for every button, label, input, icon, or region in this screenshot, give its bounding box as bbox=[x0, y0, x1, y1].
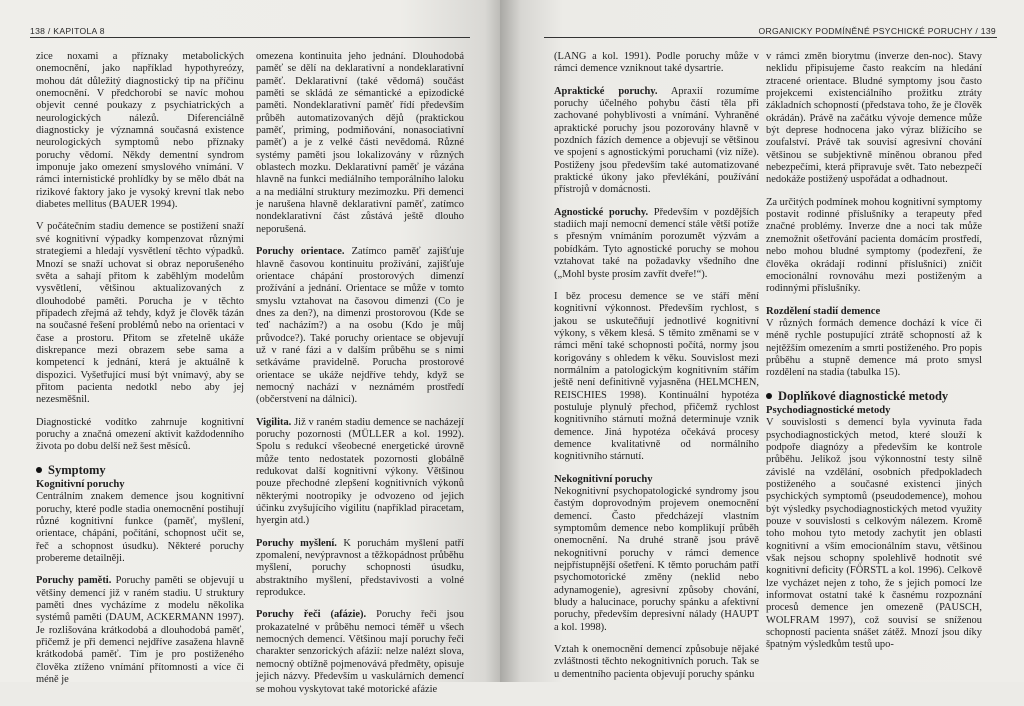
paragraph-text: Apraxií rozumíme poruchy účelného pohybu částí těla při zachované pohyblivosti a vnímání. Vyhraněné apraktické poruchy jsou pozorovány hlavně v pozdních fázích demence a objevují se většinou ve spojení s agnostickými poruchami (viz níže). Postiženy jsou především také automatizované praktické úkony jako převlékání, používání přístrojů v domácnosti. bbox=[554, 85, 759, 196]
paragraph: Vztah k onemocnění demencí způsobuje nějaké zvláštnosti těchto nekognitivních poruch. Tak se u dementního pacienta objevují poruchy spánku bbox=[554, 644, 759, 680]
paragraph-text: Již v raném stadiu demence se nacházejí poruchy pozornosti (MÜLLER a kol. 1992). Spolu s redukcí všeobecné energetické úrovně může tento nedostatek pozornosti globálně redukovat další kognitivní výkony. Většinou pouze přechodné zlepšení kognitivních výkonů některými nootropiky je odvozeno od jejich účinku zvyšujícího vigilitu (například piracetam, hyergin atd.) bbox=[256, 416, 465, 527]
paragraph: Centrálním znakem demence jsou kognitivní poruchy, které podle stadia onemocnění postihují různé kognitivní funkce (paměť, myšlení, orientace, chápání, počítání, schopnost učit se, řeč a schopnost úsudku). Některé poruchy probereme detailněji. bbox=[36, 491, 244, 565]
paragraph bbox=[554, 86, 759, 197]
right-column-1 bbox=[554, 51, 759, 691]
paragraph: zice noxami a příznaky metabolických onemocnění, jako například hypothyreózy, mohou dát důležitý diagnostický tip na příčinu onemocnění. V předchorobí se navíc mohou objevit cenné poukazy z psychiatrických a neurologických nálezů. Diferenciálně diagnosticky je významná současná existence neurologických symptomů nebo příznaky poruchy vědomí. Někdy dementní syndrom imponuje jako omezení smyslového vnímání. V rámci internistické prohlídky by se mělo dbát na rizikové faktory jako je vysoký krevní tlak nebo diabetes mellitus (BAUER 1994). bbox=[36, 51, 244, 211]
section-heading-text: Doplňkové diagnostické metody bbox=[778, 388, 949, 403]
run-in-heading: Vigilita. bbox=[256, 416, 292, 428]
bullet-icon bbox=[36, 467, 42, 473]
section-heading-text: Symptomy bbox=[48, 462, 106, 477]
run-in-heading: Poruchy řeči (afázie). bbox=[256, 609, 367, 621]
left-header-rule bbox=[30, 37, 470, 38]
paragraph bbox=[256, 246, 464, 406]
paragraph: omezena kontinuita jeho jednání. Dlouhodobá paměť se dělí na deklarativní a nondeklarativní paměť. Deklarativní (také vědomá) součást paměti se skládá ze sémantické a epizodické paměti. Nondeklarativní paměť řídí především průběh automatizovaných dějů (praktickou paměť, priming, podmiňování, nonasociativní paměť) a je z velké části nevědomá. Různé systémy paměti jsou lokalizovány v různých oblastech mozku. Deklarativní paměť je vázána hlavně na funkci mediálního temporálního laloku a na mediální struktury mezimozku. Při demenci je narušena hlavně deklarativní paměť, zatímco nondeklarativní část zůstává ještě dlouho neporušená. bbox=[256, 51, 464, 235]
paragraph-text: K poruchám myšlení patří zpomalení, nevýpravnost a těžkopádnost průběhu myšlení, poruchy schopnosti úsudku, abstraktního myšlení, představivosti a volné reprodukce. bbox=[256, 537, 464, 599]
run-in-heading: Poruchy paměti. bbox=[36, 575, 112, 587]
right-header-rule bbox=[544, 37, 997, 38]
paragraph-text: Zatímco paměť zajišťuje hlavně časovou kontinuitu prožívání, zajišťuje orientace chápání prostorových dimenzí prožívání a jednání. Orientace se může v tomto smyslu vztahovat na časovou dimenzi (Co je dnes za den?), na dimenzi prostorovou (Kde se teď nacházím?) a na osobu (Kdo je můj průvodce?). Také poruchy orientace se objevují už v rané fázi a v dalším průběhu se s nimi setkáváme pravidelně. Porucha prostorové orientace se ukáže nejdříve tehdy, když se nemocný nachází v neznámém prostředí (občerstvení na dálnici). bbox=[256, 246, 464, 406]
paragraph-text: Poruchy řeči jsou prokazatelné v průběhu nemoci téměř u všech nemocných demencí. Většinou mají poruchy řeči charakter senzorických afázií: nelze nalézt slova, nemocný obtížně pojmenovává předměty, opisuje jejich názvy. Především u vaskulárních demencí se mohou vyskytovat také motorické afázie bbox=[256, 609, 464, 695]
paragraph: V různých formách demence dochází k více či méně rychle postupující ztrátě schopností až k nejtěžším omezením a smrti postiženého. Pro popis průběhu a stupně demence má proto smysl rozdělení na stadia (tabulka 15). bbox=[766, 317, 982, 379]
right-running-header: ORGANICKY PODMÍNĚNÉ PSYCHICKÉ PORUCHY / 139 bbox=[758, 26, 996, 36]
bullet-icon bbox=[766, 393, 772, 399]
run-in-heading: Apraktické poruchy. bbox=[554, 85, 658, 97]
paragraph: V souvislosti s demencí byla vyvinuta řada psychodiagnostických metod, které slouží k podpoře diagnózy a především ke kontrole průběhu. Jelikož jsou výkonnostní testy silně závislé na vzdělání, osobních předpokladech postiženého a současné existenci jiných psychických symptomů (pseudodemence), mohou být výsledky psychodiagnostických metod využity pouze v souvislosti s celkovým nálezem. Kromě toho mohou tyto metody zachytit jen oblasti kognitivní a vším emocionálním stavu, většinou však nejsou schopny spolehlivě hodnotit své kognitivní deficity (FÖRSTL a kol. 1996). Celkově lze vycházet nejen z toho, že s jejich pomocí lze informovat ostatní také k časnému rozpoznání procesů demence jen omezeně (PAUSCH, WOLFRAM 1997), což souvisí se sníženou schopností pacienta snášet zátěž. Mnozí jsou díky špatným výsledkům testů upo- bbox=[766, 417, 982, 651]
right-page bbox=[500, 0, 1024, 682]
run-in-heading: Agnostické poruchy. bbox=[554, 206, 649, 218]
paragraph: Za určitých podmínek mohou kognitivní symptomy postavit rodinné příslušníky a terapeuty před značné problémy. Inverze dne a noci tak může znemožnit ošetřování pacienta domácím prostředí, nebo mohou bludné symptomy (podezření, že člověka okrádají rodinní příslušníci) zničit emocionální rovnováhu mezi postiženým a rodinnými příslušníky. bbox=[766, 196, 982, 295]
subheading-rozdeleni: Rozdělení stadií demence bbox=[766, 305, 881, 317]
paragraph bbox=[256, 417, 464, 528]
paragraph: Nekognitivní psychopatologické syndromy jsou častým doprovodným projevem onemocnění demencí. Často předcházejí vlastním symptomům demence nebo komplikují průběh onemocnění. Na druhé straně jsou právě nekognitivní poruchy v rámci demence nejpřístupnější ošetření. K těmto poruchám patří psychomotorické změny (neklid nebo adynamogenie), agresivní způsoby chování, bludy a halucinace, poruchy spánku a afektivní poruchy, především depresivní nálady (HAUPT a kol. 1998). bbox=[554, 486, 759, 633]
paragraph bbox=[256, 538, 464, 600]
paragraph: v rámci změn biorytmu (inverze den-noc). Stavy neklidu připisujeme často reakcím na hledání ztracené orientace. Bludné symptomy jsou často projekcemi existenciálního prožitku ztráty základních schopností (představa toho, že je člověk okrádán). Právě na začátku vývoje demence může být deprese hodnocena jako výraz blížícího se zoufalství. Právě tak souvisí agresivní chování většinou se subjektivně míněnou obranou před nebezpečími, která připravuje svět. Tato nebezpečí nedokáže postižený uspořádat a odhadnout. bbox=[766, 51, 982, 186]
section-heading-symptomy bbox=[36, 464, 244, 476]
left-column-1 bbox=[36, 51, 244, 697]
left-running-header: 138 / KAPITOLA 8 bbox=[30, 26, 105, 36]
paragraph: V počátečním stadiu demence se postižení snaží své kognitivní výpadky kompenzovat různými strategiemi a hledají vysvětlení těchto výpadků. Mnozí se snaží uchovat si obraz neporušeného světa a sahají přitom k zaběhlým modelům vysvětlení, většinou aktualizovaných z dlouhodobé paměti. Porucha je v těchto případech zřejmá až tehdy, když je člověk tázán na současné řešení problémů nebo na orientaci v čase a prostoru. Přitom se zřetelně ukáže diskrepance mezi obrazem sebe sama a kompetencí k jednání, která je aktuálně k dispozici. Vyšetřující musí být vnímavý, aby se přitom pacienta nedotkl nebo aby jej nezesměšnil. bbox=[36, 221, 244, 406]
paragraph: Diagnostické vodítko zahrnuje kognitivní poruchy a značná omezení aktivit každodenního života po dobu delší než šest měsíců. bbox=[36, 416, 244, 453]
subheading-psychodiagnosticke: Psychodiagnostické metody bbox=[766, 404, 891, 416]
subheading-nekognitivni: Nekognitivní poruchy bbox=[554, 473, 653, 485]
section-heading-doplnkove bbox=[766, 390, 982, 402]
right-column-2 bbox=[766, 51, 982, 662]
paragraph-text: Poruchy paměti se objevují u většiny demencí již v raném stadiu. U struktury paměti dnes vycházíme z modelu několika systémů paměti (DAUM, ACKERMANN 1997). Je rozlišována krátkodobá a dlouhodobá paměť, přičemž je při demenci nejdříve zasažena hlavně krátkodobá paměť. Tím je pro postiženého člověka ztíženo vnímání přítomnosti a více či méně je bbox=[36, 575, 245, 686]
run-in-heading: Poruchy myšlení. bbox=[256, 537, 337, 549]
paragraph bbox=[256, 609, 464, 695]
paragraph: (LANG a kol. 1991). Podle poruchy může v rámci demence vzniknout také dysartrie. bbox=[554, 51, 759, 75]
paragraph bbox=[36, 575, 244, 686]
paragraph bbox=[554, 207, 759, 281]
paragraph: I běz procesu demence se ve stáří mění kognitivní výkonnost. Především rychlost, s jakou se uskutečňují jednotlivé kognitivní výkony, s věkem klesá. S těmito změnami se v rámci mění také schopnosti počítá, normy jsou korigovány s ohledem k věku. Souvislost mezi normálním a patologickým kognitivním stářím ještě není definitivně vyjasněna (HELMCHEN, REISCHIES 1998). Kontinuální hypotéza postuluje plynulý přechod, přičemž rychlost kognitivního stárnutí možná determinuje vznik demence. Jiná hypotéza očekává procesy demence kvalitativně od normálního kognitivního stárnutí. bbox=[554, 290, 759, 463]
left-page bbox=[0, 0, 500, 695]
left-column-2 bbox=[256, 51, 464, 706]
subheading-kognitivni: Kognitivní poruchy bbox=[36, 479, 125, 490]
paragraph-text: Především v pozdějších stadiích mají nemocní demencí stále větší potíže s přesným vnímáním porozumět výzvám a pobídkám. Tyto agnostické poruchy se mohou vztahovat také na požadavky všedního dne („Mohl byste prosím zavřít dveře!“). bbox=[554, 206, 759, 280]
run-in-heading: Poruchy orientace. bbox=[256, 246, 345, 258]
